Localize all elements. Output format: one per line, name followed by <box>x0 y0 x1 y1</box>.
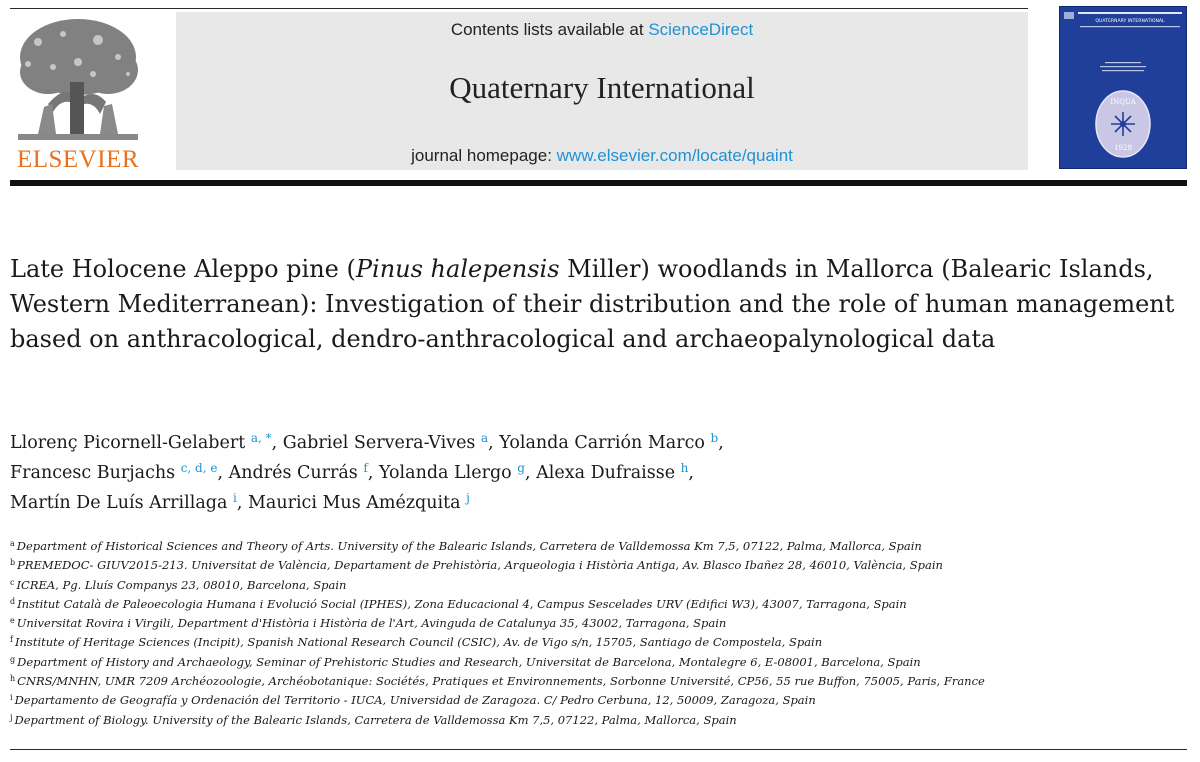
affiliation-label: i <box>10 693 13 703</box>
article-title <box>10 252 1180 357</box>
affiliation-text: Universitat Rovira i Virgili, Department d'Història i Història de l'Art, Avinguda de Catalunya 35, 43002, Tarragona, Spain <box>16 616 727 631</box>
ground <box>18 134 138 140</box>
cover-year: 1928 <box>1114 144 1132 152</box>
header-thick-rule <box>10 180 1187 186</box>
affiliation-label: j <box>10 712 13 722</box>
affiliation-item <box>10 691 1190 710</box>
journal-banner <box>176 12 1028 170</box>
affiliation-text: ICREA, Pg. Lluís Companys 23, 08010, Barcelona, Spain <box>16 577 347 592</box>
journal-homepage-link[interactable]: www.elsevier.com/locate/quaint <box>556 146 793 165</box>
journal-cover-thumbnail[interactable] <box>1059 6 1187 169</box>
affiliation-label: f <box>10 635 13 645</box>
author-name[interactable]: Francesc Burjachs <box>10 463 176 483</box>
affiliation-list <box>10 537 1190 730</box>
author-affiliation-ref[interactable]: a, * <box>250 431 272 445</box>
affiliation-label: a <box>10 539 15 548</box>
homepage-line <box>176 146 1028 166</box>
affiliation-text: Institute of Heritage Sciences (Incipit), Spanish National Research Council (CSIC), Av. de Vigo s/n, 15705, Santiago de Compostela, Spain <box>14 635 823 650</box>
author-name[interactable]: Alexa Dufraisse <box>536 463 676 483</box>
title-part2: Miller) woodlands in Mallorca (Balearic Islands, Western Mediterranean): Investigation of their distribution and the role of human management based on anthracological, dendro-anthracological and archaeopalynological data <box>10 255 1175 353</box>
author-name[interactable]: Maurici Mus Amézquita <box>247 493 461 513</box>
author-affiliation-ref[interactable]: j <box>466 491 470 505</box>
author-affiliation-ref[interactable]: c, d, e <box>180 461 218 475</box>
footer-rule <box>10 749 1187 750</box>
affiliation-item <box>10 614 1190 633</box>
affiliation-item <box>10 537 1190 556</box>
cover-title: QUATERNARY INTERNATIONAL <box>1095 19 1165 24</box>
author-name[interactable]: Llorenç Picornell-Gelabert <box>10 433 246 453</box>
cover-emblem-text: INQUA <box>1110 98 1136 106</box>
journal-title: Quaternary International <box>449 70 755 105</box>
author-affiliation-ref[interactable]: f <box>363 461 368 475</box>
affiliation-item <box>10 672 1190 691</box>
affiliation-label: g <box>10 654 16 664</box>
author-affiliation-ref[interactable]: g <box>517 461 525 475</box>
author-affiliation-ref[interactable]: b <box>710 431 719 445</box>
sciencedirect-link[interactable]: ScienceDirect <box>648 20 754 39</box>
affiliation-label: d <box>10 596 16 606</box>
author-name[interactable]: Gabriel Servera-Vives <box>282 433 476 453</box>
affiliation-label: c <box>10 577 15 587</box>
header-top-rule <box>10 8 1028 9</box>
cover-art <box>1060 7 1186 168</box>
affiliation-text: PREMEDOC- GIUV2015-213. Universitat de València, Departament de Prehistòria, Arqueologia i Història Antiga, Av. Blasco Ibañez 28, 46010, València, Spain <box>17 558 943 573</box>
affiliation-text: Departamento de Geografía y Ordenación del Territorio - IUCA, Universidad de Zaragoza. C/ Pedro Cerbuna, 12, 50009, Zaragoza, Spain <box>14 693 816 708</box>
affiliation-item <box>10 653 1190 672</box>
affiliation-text: Department of Biology. University of the Balearic Islands, Carretera de Valldemossa Km 7,5, 07122, Palma, Mallorca, Spain <box>14 712 737 727</box>
author-affiliation-ref[interactable]: a <box>480 431 489 445</box>
affiliation-item <box>10 556 1190 575</box>
affiliation-item <box>10 633 1190 652</box>
author-affiliation-ref[interactable]: i <box>232 491 237 505</box>
author-name[interactable]: Martín De Luís Arrillaga <box>10 493 228 513</box>
title-part1: Late Holocene Aleppo pine ( <box>10 255 356 283</box>
affiliation-text: Department of History and Archaeology, Seminar of Prehistoric Studies and Research, Universitat de Barcelona, Montalegre 6, E-08001, Barcelona, Spain <box>17 654 921 669</box>
author-list: Llorenç Picornell-Gelabert $^{a, *}$, Gabriel Servera-Vives $^a$, Yolanda Carrión Marco $^b$, Francesc Burjachs $^{c, d, e}$, Andrés Currás $^f$, Yolanda Llergo $^g$, Alexa Dufraisse $^h$, Martín De Luís Arrillaga $^i$, Maurici Mus Amézquita $^j$ <box>10 431 724 513</box>
affiliation-text: Department of Historical Sciences and Theory of Arts. University of the Balearic Islands, Carretera de Valldemossa Km 7,5, 07122, Palma, Mallorca, Spain <box>16 539 922 553</box>
author-affiliation-ref[interactable]: h <box>680 461 689 475</box>
affiliation-label: b <box>10 558 16 568</box>
affiliation-text: CNRS/MNHN, UMR 7209 Archéozoologie, Archéobotanique: Sociétés, Pratiques et Environnements, Sorbonne Université, CP56, 55 rue Buffon, 75005, Paris, France <box>17 674 985 689</box>
contents-line <box>176 20 1028 40</box>
affiliation-text: Institut Català de Paleoecologia Humana i Evolució Social (IPHES), Zona Educacional 4, Campus Sescelades URV (Edifici W3), 43007, Tarragona, Spain <box>17 596 907 611</box>
affiliation-item <box>10 711 1190 730</box>
affiliation-item <box>10 576 1190 595</box>
affiliation-item <box>10 595 1190 614</box>
elsevier-wordmark[interactable]: ELSEVIER <box>16 146 140 173</box>
author-name[interactable]: Yolanda Carrión Marco <box>499 433 705 453</box>
tree-trunk <box>70 82 84 134</box>
author-name[interactable]: Andrés Currás <box>228 463 358 483</box>
contents-prefix: Contents lists available at <box>450 20 649 39</box>
homepage-prefix: journal homepage: <box>411 146 557 165</box>
title-species-italic: Pinus halepensis <box>355 255 560 283</box>
affiliation-label: h <box>10 674 16 684</box>
affiliation-label: e <box>10 616 15 626</box>
author-name[interactable]: Yolanda Llergo <box>378 463 512 483</box>
